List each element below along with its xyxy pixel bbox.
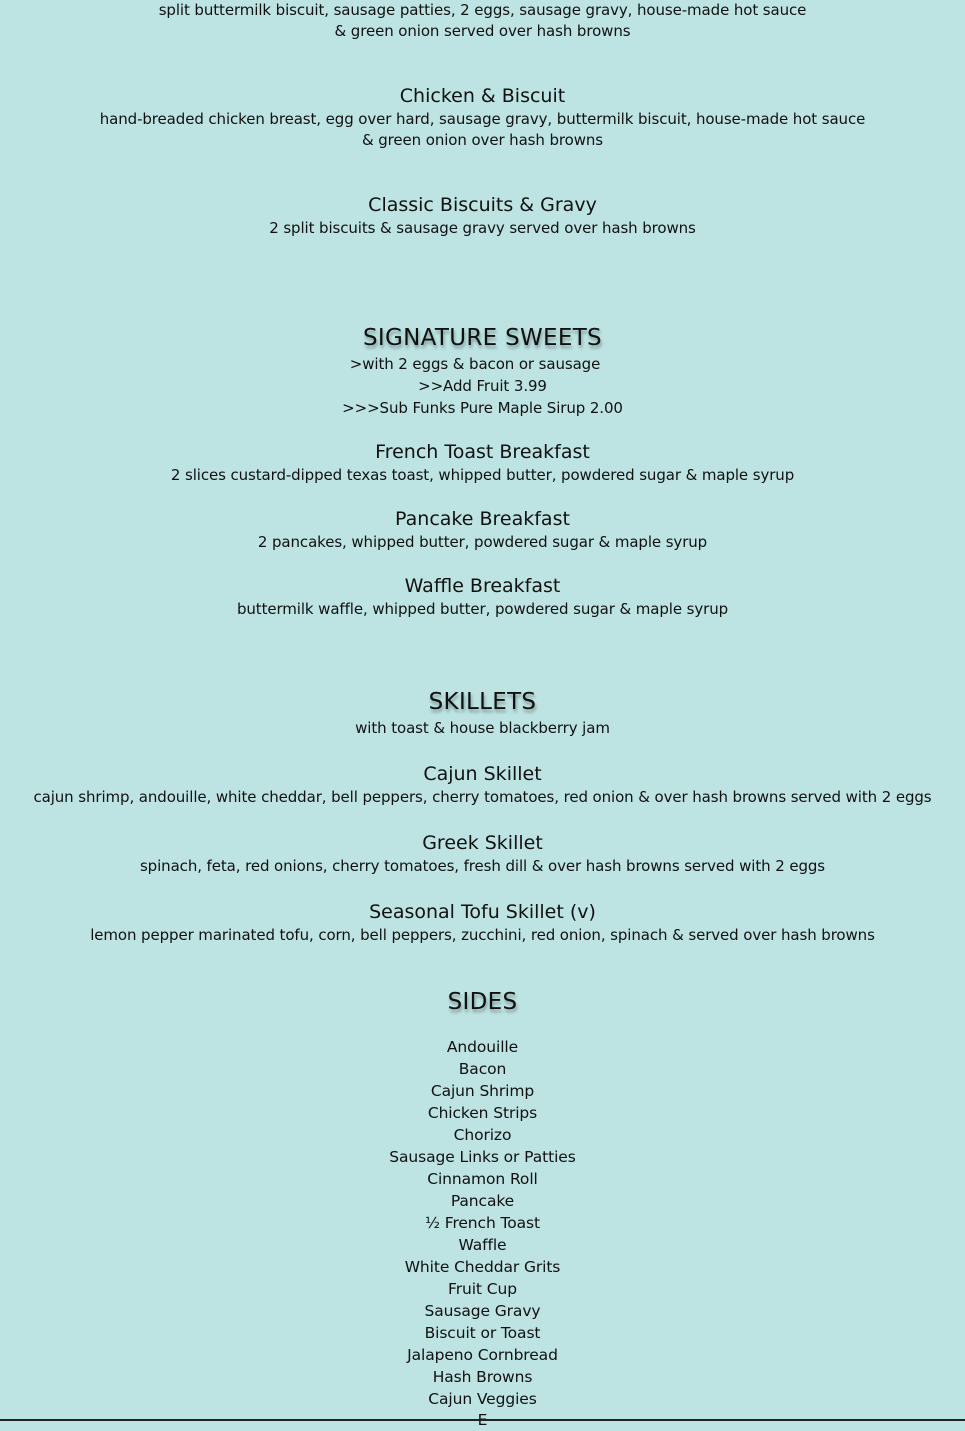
item-desc-french-toast: 2 slices custard-dipped texas toast, whipped butter, powdered sugar & maple syrup [170, 466, 795, 484]
side-item: Sausage Links or Patties [389, 1148, 576, 1166]
intro-desc-line1: split buttermilk biscuit, sausage patties, 2 eggs, sausage gravy, house-made hot sauce [158, 1, 807, 19]
intro-desc-line2: & green onion served over hash browns [334, 22, 631, 40]
side-item: Cinnamon Roll [427, 1170, 538, 1188]
section-heading-skillets: SKILLETS [428, 689, 537, 715]
bottom-divider [0, 1419, 965, 1421]
item-title-classic-biscuits: Classic Biscuits & Gravy [368, 194, 597, 216]
side-item: Bacon [458, 1060, 507, 1078]
side-item: Fruit Cup [448, 1280, 517, 1298]
side-item: ½ French Toast [425, 1214, 540, 1232]
item-desc-tofu-skillet: lemon pepper marinated tofu, corn, bell peppers, zucchini, red onion, spinach & served over hash browns [90, 926, 875, 944]
item-desc-pancake: 2 pancakes, whipped butter, powdered sugar & maple syrup [257, 533, 708, 551]
side-item: White Cheddar Grits [404, 1258, 561, 1276]
section-note-eggs: >with 2 eggs & bacon or sausage [349, 355, 601, 373]
item-desc-classic-biscuits: 2 split biscuits & sausage gravy served over hash browns [269, 219, 696, 237]
item-desc-cajun-skillet: cajun shrimp, andouille, white cheddar, bell peppers, cherry tomatoes, red onion & over hash browns served with 2 eggs [33, 788, 932, 806]
section-note-maple: >>>Sub Funks Pure Maple Sirup 2.00 [342, 399, 623, 417]
item-title-greek-skillet: Greek Skillet [422, 832, 543, 854]
side-item: Pancake [450, 1192, 515, 1210]
item-title-french-toast: French Toast Breakfast [375, 441, 590, 463]
section-note-skillets: with toast & house blackberry jam [355, 719, 610, 737]
item-desc-waffle: buttermilk waffle, whipped butter, powdered sugar & maple syrup [236, 600, 729, 618]
side-item: Chicken Strips [427, 1104, 538, 1122]
item-title-chicken-biscuit: Chicken & Biscuit [399, 85, 566, 107]
section-note-fruit: >>Add Fruit 3.99 [418, 377, 547, 395]
item-title-waffle: Waffle Breakfast [404, 575, 561, 597]
side-item-clipped-container [0, 1401, 965, 1419]
side-item: Sausage Gravy [424, 1302, 541, 1320]
section-heading-sides: SIDES [447, 989, 518, 1015]
side-item: Jalapeno Cornbread [407, 1346, 558, 1364]
item-desc-chicken-biscuit-line1: hand-breaded chicken breast, egg over hard, sausage gravy, buttermilk biscuit, house-made hot sauce [99, 110, 866, 128]
item-desc-chicken-biscuit-line2: & green onion over hash browns [362, 131, 603, 149]
side-item: Biscuit or Toast [424, 1324, 541, 1342]
side-item: Cajun Veggies [428, 1390, 537, 1408]
side-item: Cajun Shrimp [430, 1082, 535, 1100]
side-item: Hash Browns [432, 1368, 533, 1386]
side-item: Chorizo [453, 1126, 512, 1144]
section-heading-signature-sweets: SIGNATURE SWEETS [363, 325, 602, 351]
side-item: Waffle [458, 1236, 507, 1254]
side-item: Andouille [446, 1038, 519, 1056]
item-title-cajun-skillet: Cajun Skillet [423, 763, 542, 785]
item-desc-greek-skillet: spinach, feta, red onions, cherry tomatoes, fresh dill & over hash browns served with 2 eggs [139, 857, 826, 875]
item-title-pancake: Pancake Breakfast [395, 508, 570, 530]
item-title-tofu-skillet: Seasonal Tofu Skillet (v) [369, 901, 596, 923]
